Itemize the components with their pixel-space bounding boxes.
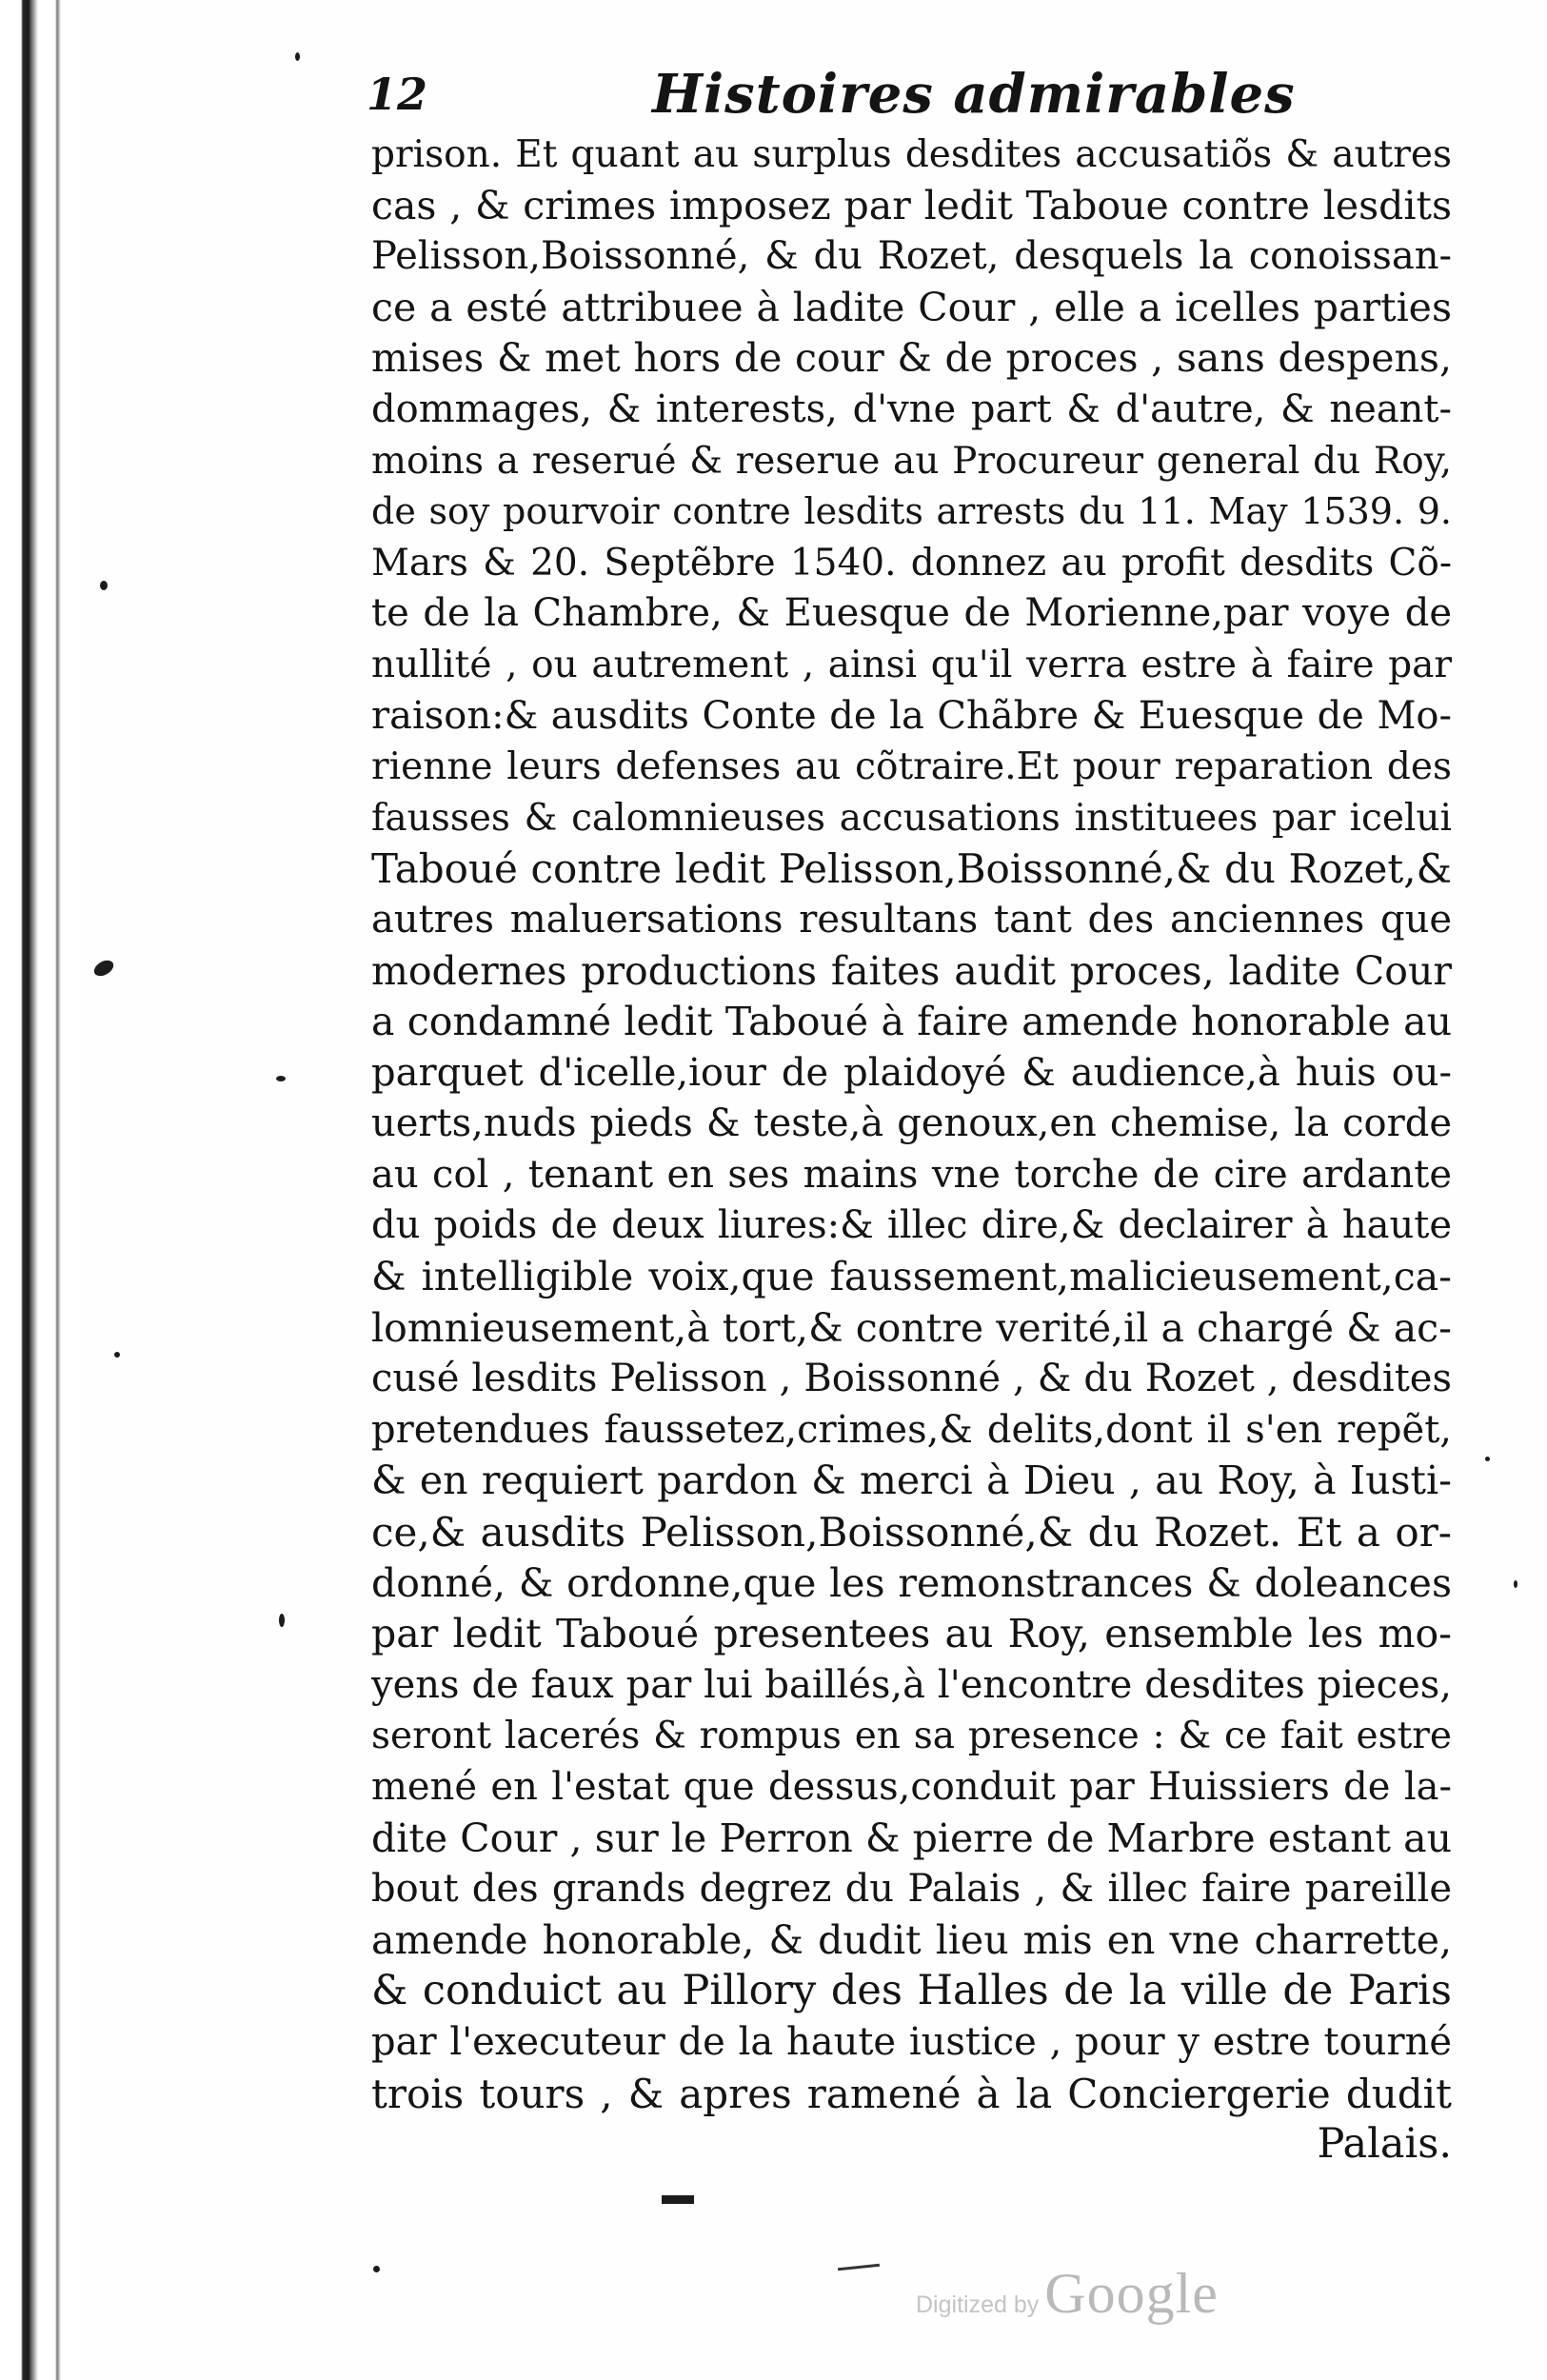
body-text — [371, 129, 1452, 2171]
text-line: par ledit Taboué presentees au Roy, ensemble les mo- — [371, 1611, 1452, 1657]
text-line-final: Palais. — [1317, 2120, 1452, 2169]
page-number: 12 — [367, 69, 428, 120]
text-line: ce a esté attribuee à ladite Cour , elle a icelles parties — [371, 284, 1452, 330]
text-line: & en requiert pardon & merci à Dieu , au Roy, à Iusti- — [371, 1458, 1452, 1504]
text-line: Mars & 20. Septẽbre 1540. donnez au profit desdits Cõ- — [371, 541, 1452, 585]
running-title: Histoires admirables — [652, 63, 1296, 126]
printer-ornament-dash — [662, 2195, 694, 2204]
text-line: de soy pourvoir contre lesdits arrests du 11. May 1539. 9. — [371, 490, 1452, 533]
text-line: nullité , ou autrement , ainsi qu'il verra estre à faire par — [371, 643, 1452, 686]
text-line: bout des grands degrez du Palais , & illec faire pareille — [371, 1867, 1452, 1912]
ink-speck — [279, 1614, 285, 1627]
text-line: fausses & calomnieuses accusations instituees par icelui — [371, 796, 1452, 840]
text-line: & conduict au Pillory des Halles de la ville de Paris — [371, 1967, 1452, 2015]
text-line: raison:& ausdits Conte de la Chãbre & Euesque de Mo- — [371, 693, 1452, 738]
text-line: Pelisson,Boissonné, & du Rozet, desquels la conoissan- — [371, 234, 1452, 279]
text-line: cas , & crimes imposez par ledit Taboue contre lesdits — [371, 182, 1452, 228]
text-line: par l'executeur de la haute iustice , pour y estre tourné — [371, 2019, 1452, 2064]
text-line: te de la Chambre, & Euesque de Morienne,par voye de — [371, 591, 1452, 636]
text-line: cusé lesdits Pelisson , Boissonné , & du Rozet , desdites — [371, 1357, 1452, 1401]
ink-speck — [100, 581, 108, 590]
text-line: modernes productions faites audit proces, ladite Cour — [371, 947, 1452, 994]
text-line: parquet d'icelle,iour de plaidoyé & audience,à huis ou- — [371, 1050, 1452, 1095]
text-line: pretendues faussetez,crimes,& delits,dont il s'en repẽt, — [371, 1407, 1452, 1452]
text-line: prison. Et quant au surplus desdites accusatiõs & autres — [371, 133, 1452, 176]
text-line: moins a reserué & reserue au Procureur general du Roy, — [371, 439, 1452, 483]
ink-dot — [373, 2266, 380, 2272]
text-line: dommages, & interests, d'vne part & d'autre, & neant- — [371, 387, 1452, 431]
text-line: Taboué contre ledit Pelisson,Boissonné,& du Rozet,& — [371, 845, 1452, 893]
ink-speck — [1514, 1580, 1517, 1588]
text-line: dite Cour , sur le Perron & pierre de Marbre estant au — [371, 1815, 1452, 1861]
ink-speck — [1485, 1457, 1490, 1461]
text-line: trois tours , & apres ramené à la Conciergerie dudit — [371, 2070, 1452, 2117]
text-line: a condamné ledit Taboué à faire amende honorable au — [371, 999, 1452, 1045]
binding-edge — [0, 0, 86, 2380]
text-line: donné, & ordonne,que les remonstrances & doleances — [371, 1559, 1452, 1606]
text-line: yens de faux par lui baillés,à l'encontre desdites pieces, — [371, 1662, 1452, 1707]
text-line: amende honorable, & dudit lieu mis en vne charrette, — [371, 1916, 1452, 1963]
ink-speck — [91, 957, 116, 979]
text-line: mené en l'estat que dessus,conduit par Huissiers de la- — [371, 1765, 1452, 1809]
text-line: rienne leurs defenses au cõtraire.Et pour reparation des — [371, 745, 1452, 789]
text-line: & intelligible voix,que faussement,malicieusement,ca- — [371, 1254, 1452, 1300]
text-line: lomnieusement,à tort,& contre verité,il a chargé & ac- — [371, 1304, 1452, 1351]
text-line: autres maluersations resultans tant des anciennes que — [371, 897, 1452, 942]
text-line: seront lacerés & rompus en sa presence : & ce fait estre — [371, 1715, 1452, 1758]
text-line: uerts,nuds pieds & teste,à genoux,en chemise, la corde — [371, 1101, 1452, 1146]
text-line: ce,& ausdits Pelisson,Boissonné,& du Rozet. Et a or- — [371, 1509, 1452, 1557]
text-line: du poids de deux liures:& illec dire,& declairer à haute — [371, 1203, 1452, 1248]
watermark-prefix: Digitized by — [916, 2291, 1040, 2318]
ink-speck — [295, 52, 300, 61]
text-line: mises & met hors de cour & de proces , sans despens, — [371, 335, 1452, 382]
ink-speck — [276, 1076, 286, 1081]
text-line: au col , tenant en ses mains vne torche de cire ardante — [371, 1152, 1452, 1197]
google-logo: Google — [1044, 2262, 1219, 2325]
digitization-watermark — [916, 2261, 1219, 2337]
stray-stroke — [838, 2264, 880, 2271]
ink-speck — [114, 1352, 120, 1358]
